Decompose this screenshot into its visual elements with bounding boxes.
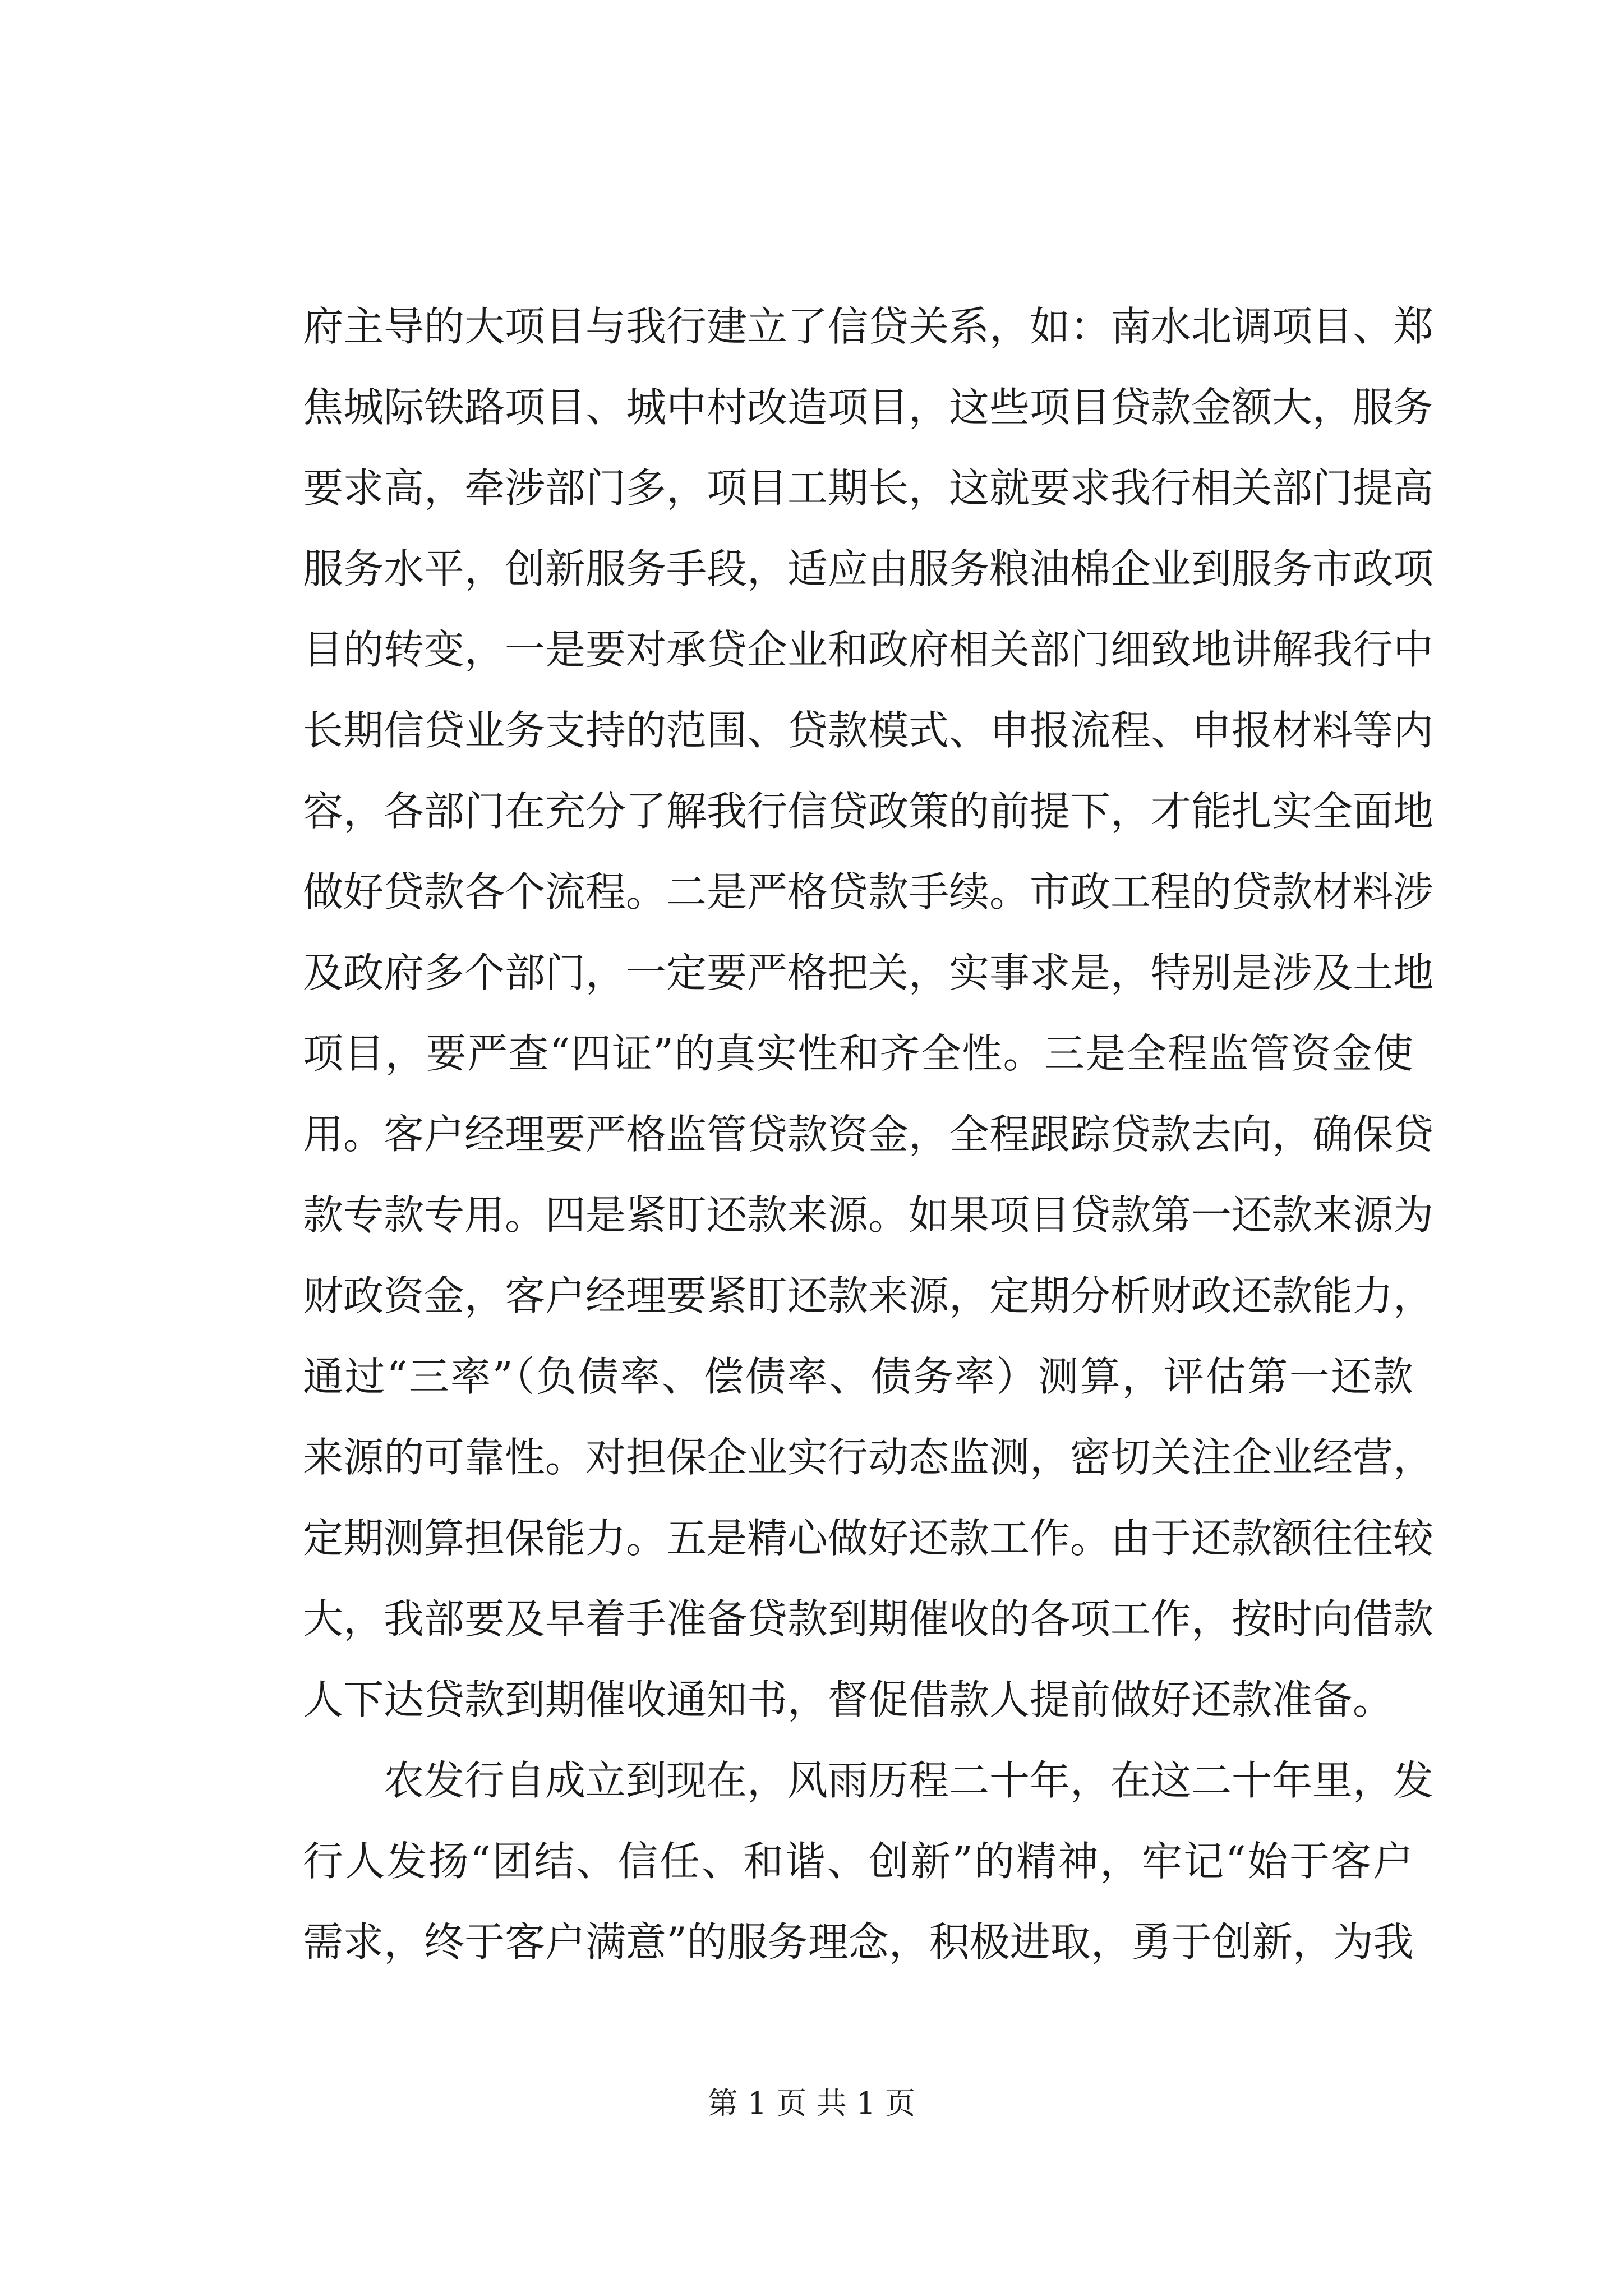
text-line: 通过“三率”（负债率、偿债率、债务率）测算，评估第一还款 bbox=[303, 1353, 1413, 1400]
text-line: 大，我部要及早着手准备贷款到期催收的各项工作，按时向借款 bbox=[303, 1595, 1434, 1642]
text-line: 及政府多个部门，一定要严格把关，实事求是，特别是涉及土地 bbox=[303, 949, 1434, 996]
text-line: 用。客户经理要严格监管贷款资金，全程跟踪贷款去向，确保贷 bbox=[303, 1111, 1434, 1158]
page-number-label: 第 1 页 共 1 页 bbox=[707, 2086, 916, 2121]
page-footer bbox=[0, 2084, 1623, 2123]
text-line: 容，各部门在充分了解我行信贷政策的前提下，才能扎实全面地 bbox=[303, 788, 1434, 835]
text-line: 府主导的大项目与我行建立了信贷关系，如：南水北调项目、郑 bbox=[303, 303, 1434, 350]
text-line: 款专款专用。四是紧盯还款来源。如果项目贷款第一还款来源为 bbox=[303, 1191, 1434, 1239]
text-line: 农发行自成立到现在，风雨历程二十年，在这二十年里，发 bbox=[384, 1757, 1434, 1804]
paragraph-1 bbox=[303, 286, 1434, 1740]
text-line: 来源的可靠性。对担保企业实行动态监测，密切关注企业经营， bbox=[303, 1434, 1434, 1481]
text-line: 要求高，牵涉部门多，项目工期长，这就要求我行相关部门提高 bbox=[303, 464, 1434, 512]
text-line: 服务水平，创新服务手段，适应由服务粮油棉企业到服务市政项 bbox=[303, 545, 1434, 592]
text-line: 做好贷款各个流程。二是严格贷款手续。市政工程的贷款材料涉 bbox=[303, 868, 1434, 915]
text-line: 定期测算担保能力。五是精心做好还款工作。由于还款额往往较 bbox=[303, 1515, 1434, 1562]
text-line: 焦城际铁路项目、城中村改造项目，这些项目贷款金额大，服务 bbox=[303, 384, 1434, 431]
document-body bbox=[303, 286, 1434, 1982]
text-line: 人下达贷款到期催收通知书，督促借款人提前做好还款准备。 bbox=[303, 1676, 1394, 1723]
text-line: 行人发扬“团结、信任、和谐、创新”的精神，牢记“始于客户 bbox=[303, 1838, 1413, 1885]
paragraph-2 bbox=[303, 1740, 1434, 1982]
text-line: 财政资金，客户经理要紧盯还款来源，定期分析财政还款能力， bbox=[303, 1272, 1434, 1319]
text-line: 需求，终于客户满意”的服务理念，积极进取，勇于创新，为我 bbox=[303, 1918, 1414, 1966]
text-line: 项目，要严查“四证”的真实性和齐全性。三是全程监管资金使 bbox=[303, 1030, 1413, 1077]
text-line: 长期信贷业务支持的范围、贷款模式、申报流程、申报材料等内 bbox=[303, 707, 1434, 754]
text-line: 目的转变，一是要对承贷企业和政府相关部门细致地讲解我行中 bbox=[303, 626, 1434, 673]
